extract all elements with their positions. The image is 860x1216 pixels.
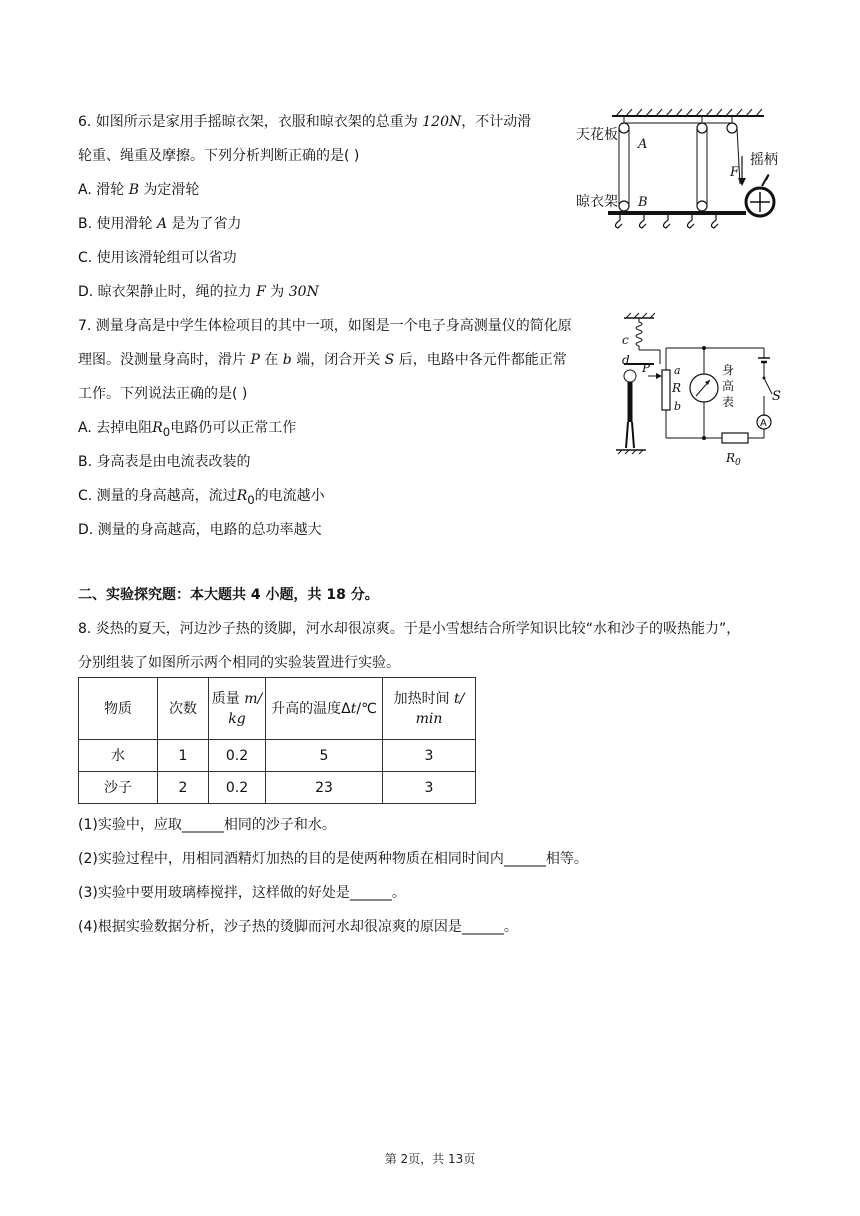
- q6-option-d-text: D. 晾衣架静止时，绳的拉力: [78, 284, 257, 300]
- th-temp-var: t: [350, 700, 357, 717]
- th-count: 次数: [158, 678, 209, 740]
- fig-label-ammeter: A: [760, 418, 767, 429]
- q7-stem-line-1: 7. 测量身高是中学生体检项目的其中一项，如图是一个电子身高测量仪的简化原: [78, 318, 572, 334]
- fig-label-b: B: [638, 195, 648, 210]
- q6-figure-pulley-rack: [572, 106, 792, 242]
- fig-label-r0: $R_0$: [726, 451, 741, 468]
- q8-stem-line-2: 分别组装了如图所示两个相同的实验装置进行实验。: [78, 655, 400, 671]
- th-mass-var: m/: [244, 690, 263, 707]
- fig-label-c: c: [622, 333, 629, 347]
- q6-option-b: [78, 214, 242, 234]
- fig-label-ceiling: 天花板: [576, 127, 618, 143]
- cell-time: 3: [383, 740, 476, 772]
- th-substance: 物质: [79, 678, 158, 740]
- q6-option-d-text-2: 为: [265, 284, 289, 300]
- fig-label-a: A: [638, 137, 648, 152]
- page-footer: 第 2页，共 13页: [384, 1152, 476, 1166]
- q6-option-a-text-2: 为定滑轮: [138, 182, 200, 198]
- q6-stem-line-1: [78, 112, 531, 132]
- cell-substance: 沙子: [79, 772, 158, 804]
- q6-option-b-text: B. 使用滑轮: [78, 216, 157, 232]
- q7-var-b: b: [282, 352, 292, 368]
- q7-stem-line-3: 工作。下列说法正确的是( ): [78, 386, 248, 402]
- q8-data-table: [78, 677, 476, 804]
- q7-option-a-r: R: [152, 420, 163, 436]
- th-temp-label: 升高的温度Δ: [271, 700, 351, 717]
- cell-count: 1: [158, 740, 209, 772]
- section-2-heading: 二、实验探究题：本大题共 4 小题，共 18 分。: [78, 587, 379, 603]
- fig-label-r: R: [672, 381, 682, 395]
- q7-option-a-text-2: 电路仍可以正常工作: [170, 420, 297, 436]
- th-temp-unit: /℃: [356, 700, 377, 717]
- table-row: [79, 740, 476, 772]
- q8-sub-3: (3)实验中要用玻璃棒搅拌，这样做的好处是______。: [78, 885, 406, 901]
- fig-label-rack: 晾衣架: [576, 194, 618, 210]
- table-header-row: [79, 678, 476, 740]
- q7-option-b: B. 身高表是由电流表改装的: [78, 454, 251, 470]
- q7-option-a: [78, 418, 296, 442]
- q6-option-c: C. 使用该滑轮组可以省功: [78, 250, 237, 266]
- cell-substance: 水: [79, 740, 158, 772]
- fig-label-d: d: [622, 353, 630, 367]
- q6-stem-line-2: 轮重、绳重及摩擦。下列分析判断正确的是( ): [78, 148, 360, 164]
- fig-label-meter-2: 高: [722, 379, 735, 393]
- fig-label-f: F: [730, 165, 740, 180]
- th-time-label: 加热时间: [393, 690, 455, 707]
- q7-option-a-sub: 0: [162, 424, 171, 439]
- q7-option-c-r: R: [236, 488, 248, 504]
- q6-option-a: [78, 180, 199, 200]
- q6-option-d-var: F: [256, 284, 266, 300]
- q6-option-b-text-2: 是为了省力: [167, 216, 242, 232]
- q8-sub-2: (2)实验过程中，用相同酒精灯加热的目的是使两种物质在相同时间内______相等。: [78, 851, 588, 867]
- q7-var-s: S: [384, 352, 395, 368]
- q8-sub-1: (1)实验中，应取______相同的沙子和水。: [78, 817, 336, 833]
- th-time: [383, 678, 476, 740]
- th-temp: [266, 678, 383, 740]
- q7-option-c-sub: 0: [247, 492, 255, 507]
- fig-label-b: b: [674, 400, 682, 413]
- q7-figure-circuit: [612, 312, 792, 472]
- fig-label-crank: 摇柄: [750, 152, 778, 168]
- q6-option-d-value: 30N: [288, 284, 319, 300]
- q7-stem-text-4: 后，电路中各元件都能正常: [394, 352, 567, 368]
- q7-option-c-text: C. 测量的身高越高，流过: [78, 488, 237, 504]
- table-row: [79, 772, 476, 804]
- th-mass-unit: kg: [228, 710, 246, 727]
- q7-option-c-text-2: 的电流越小: [254, 488, 325, 504]
- cell-temp: 5: [266, 740, 383, 772]
- th-time-unit: min: [415, 710, 443, 727]
- q6-weight-value: 120N: [422, 114, 462, 130]
- q6-option-b-var: A: [156, 216, 168, 232]
- fig-label-s: S: [772, 389, 781, 404]
- cell-mass: 0.2: [209, 772, 266, 804]
- q6-stem-text-2: ，不计动滑: [461, 114, 532, 130]
- q7-stem-text: 理图。没测量身高时，滑片: [78, 352, 251, 368]
- q7-stem-line-2: [78, 350, 567, 370]
- q7-var-p: P: [250, 352, 260, 368]
- q7-option-d: D. 测量的身高越高，电路的总功率越大: [78, 522, 322, 538]
- cell-mass: 0.2: [209, 740, 266, 772]
- cell-time: 3: [383, 772, 476, 804]
- q6-option-a-var: B: [128, 182, 139, 198]
- q7-option-c: [78, 486, 325, 510]
- cell-temp: 23: [266, 772, 383, 804]
- q6-stem-text: 6. 如图所示是家用手摇晾衣架，衣服和晾衣架的总重为: [78, 114, 423, 130]
- fig-label-meter-3: 表: [722, 395, 735, 409]
- q7-option-a-text: A. 去掉电阻: [78, 420, 153, 436]
- th-mass: [209, 678, 266, 740]
- q8-stem-line-1: 8. 炎热的夏天，河边沙子热的烫脚，河水却很凉爽。于是小雪想结合所学知识比较“水和沙子的吸热能力”，: [78, 621, 741, 637]
- q6-option-d: [78, 282, 319, 302]
- q7-stem-text-3: 端，闭合开关: [291, 352, 385, 368]
- fig-label-a: a: [674, 364, 681, 377]
- fig-label-p: P: [642, 361, 651, 375]
- q7-stem-text-2: 在: [259, 352, 283, 368]
- q6-option-a-text: A. 滑轮: [78, 182, 129, 198]
- th-time-var: t/: [454, 690, 465, 707]
- fig-label-meter-1: 身: [722, 363, 735, 377]
- cell-count: 2: [158, 772, 209, 804]
- q8-sub-4: (4)根据实验数据分析，沙子热的烫脚而河水却很凉爽的原因是______。: [78, 919, 518, 935]
- th-mass-label: 质量: [211, 690, 245, 707]
